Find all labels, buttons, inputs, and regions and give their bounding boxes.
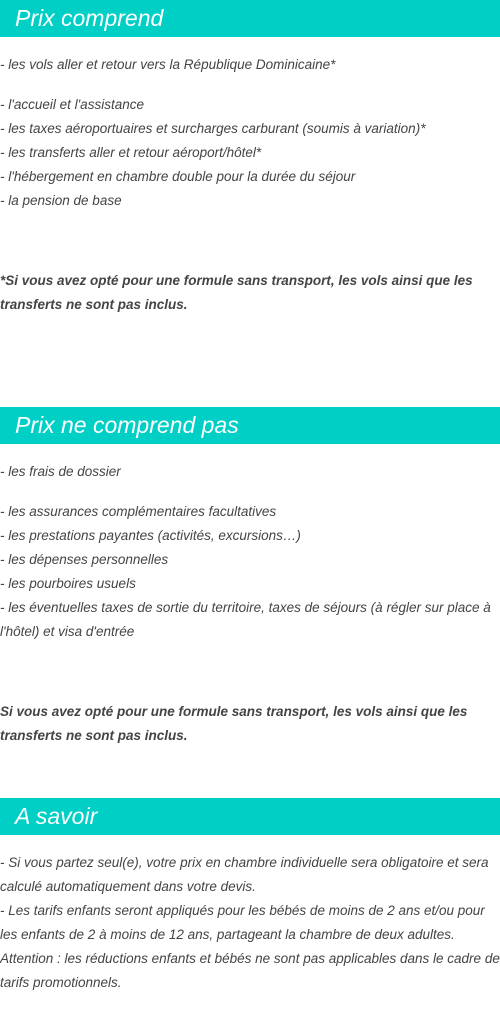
list-item: - l'accueil et l'assistance: [0, 97, 144, 112]
list-item: - les vols aller et retour vers la République Dominicaine*: [0, 57, 336, 72]
list-item: - la pension de base: [0, 193, 122, 208]
section-title: Prix comprend: [15, 5, 164, 31]
list-item: - les frais de dossier: [0, 464, 121, 479]
list-item: Attention : les réductions enfants et bébés ne sont pas applicables dans le cadre de tarifs promotionnels.: [0, 951, 500, 990]
list-item: - Les tarifs enfants seront appliqués pour les bébés de moins de 2 ans et/ou pour les enfants de 2 à moins de 12 ans, partageant la chambre de deux adultes.: [0, 903, 485, 942]
section-title: A savoir: [15, 803, 98, 829]
list-item: - les éventuelles taxes de sortie du territoire, taxes de séjours (à régler sur place à l'hôtel) et visa d'entrée: [0, 600, 491, 639]
list-item: - les pourboires usuels: [0, 576, 136, 591]
transport-note: Si vous avez opté pour une formule sans transport, les vols ainsi que les transferts ne sont pas inclus.: [0, 704, 468, 743]
section-header-prix-comprend: [0, 0, 500, 37]
transport-note: *Si vous avez opté pour une formule sans transport, les vols ainsi que les transferts ne sont pas inclus.: [0, 273, 473, 312]
section-header-a-savoir: [0, 798, 500, 835]
list-item: - les taxes aéroportuaires et surcharges carburant (soumis à variation)*: [0, 121, 426, 136]
list-item: - les prestations payantes (activités, excursions…): [0, 528, 301, 543]
section-header-prix-ne-comprend-pas: [0, 407, 500, 444]
list-item: - les transferts aller et retour aéroport/hôtel*: [0, 145, 262, 160]
list-item: - les dépenses personnelles: [0, 552, 169, 567]
list-item: - l'hébergement en chambre double pour la durée du séjour: [0, 169, 356, 184]
list-item: - Si vous partez seul(e), votre prix en chambre individuelle sera obligatoire et sera calculé automatiquement dans votre devis.: [0, 855, 489, 894]
section-title: Prix ne comprend pas: [15, 412, 239, 438]
list-item: - les assurances complémentaires facultatives: [0, 504, 277, 519]
